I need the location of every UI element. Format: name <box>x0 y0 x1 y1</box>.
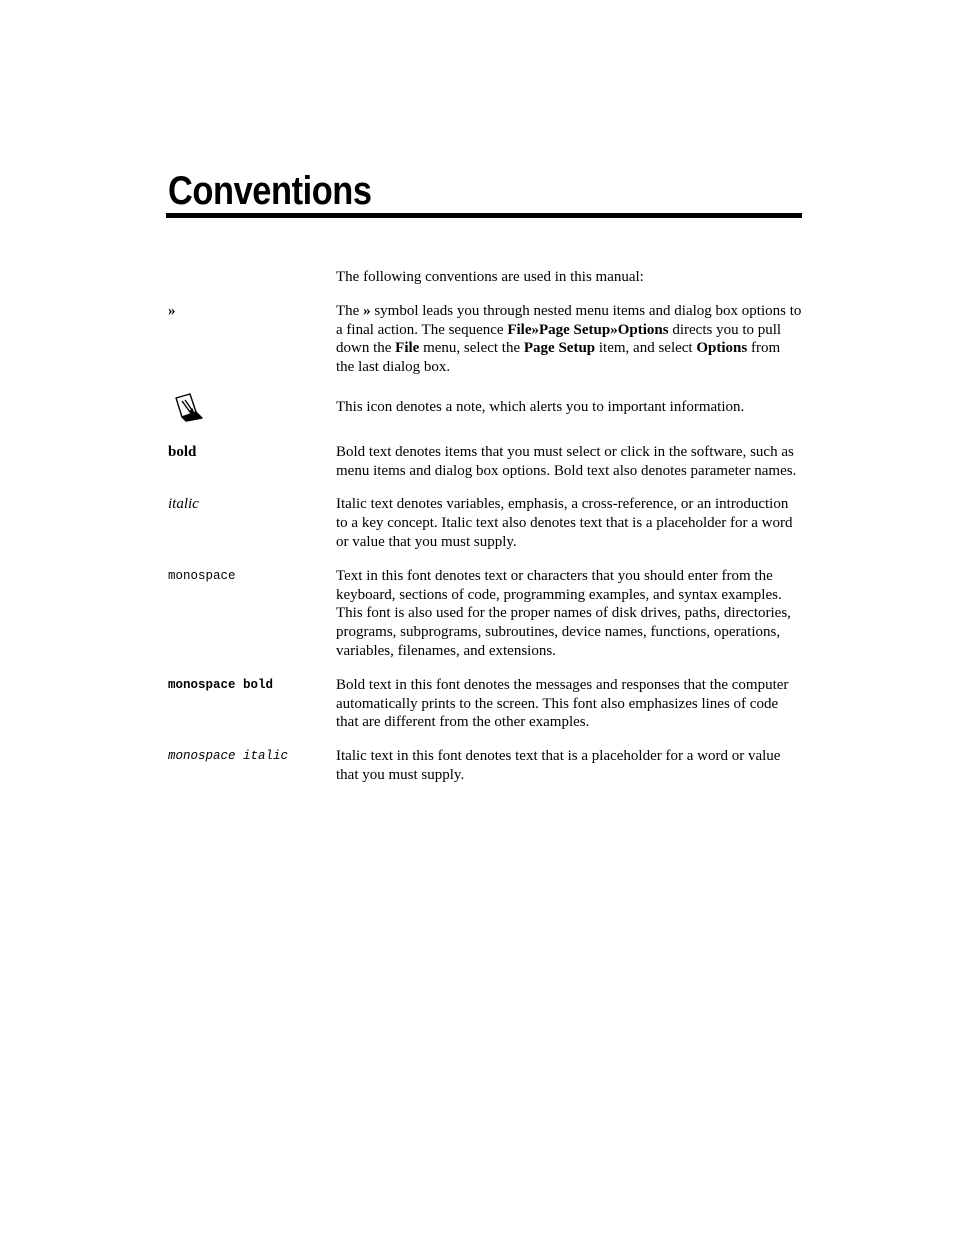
title-rule <box>166 213 802 218</box>
desc-arrow: The » symbol leads you through nested menu items and dialog box options to a final action. The sequence File»Page Setup»Options directs you to pull down the File menu, select the Page Setup item, and select Options from the last dialog box. <box>336 302 802 376</box>
desc-monospace-italic: Italic text in this font denotes text that is a placeholder for a word or value that you must supply. <box>336 748 781 783</box>
page-title: Conventions <box>168 169 372 213</box>
note-icon <box>168 392 204 422</box>
term-monospace-italic: monospace italic <box>168 749 289 764</box>
desc-monospace: Text in this font denotes text or characters that you should enter from the keyboard, sections of code, programming examples, and syntax examples. This font is also used for the proper names of disk drives, paths, directories, programs, subprograms, subroutines, device names, functions, operations, variables, filenames, and extensions. <box>336 567 791 659</box>
conventions-list <box>168 268 802 785</box>
convention-row-bold <box>168 443 802 481</box>
term-monospace: monospace <box>168 568 236 583</box>
term-bold: bold <box>168 443 197 460</box>
term-monospace-bold: monospace bold <box>168 677 274 692</box>
term-arrow: » <box>168 302 176 319</box>
intro-text: The following conventions are used in this manual: <box>336 269 644 285</box>
convention-row-monospace-bold <box>168 676 802 732</box>
convention-row-monospace <box>168 567 802 661</box>
intro-row <box>168 268 802 287</box>
desc-italic: Italic text denotes variables, emphasis, a cross-reference, or an introduction to a key concept. Italic text also denotes text that is a placeholder for a word or value that you must supply. <box>336 496 793 550</box>
sequence-example: File»Page Setup»Options <box>507 321 669 338</box>
desc-monospace-bold: Bold text in this font denotes the messages and responses that the computer automatically prints to the screen. This font also emphasizes lines of code that are different from the other examples. <box>336 676 789 731</box>
desc-note: This icon denotes a note, which alerts you to important information. <box>336 398 745 415</box>
convention-row-monospace-italic <box>168 747 802 785</box>
term-italic: italic <box>168 496 199 513</box>
convention-row-arrow <box>168 302 802 377</box>
convention-row-italic <box>168 495 802 551</box>
desc-bold: Bold text denotes items that you must select or click in the software, such as menu items and dialog box options. Bold text also denotes parameter names. <box>336 443 797 479</box>
convention-row-note <box>168 392 802 428</box>
